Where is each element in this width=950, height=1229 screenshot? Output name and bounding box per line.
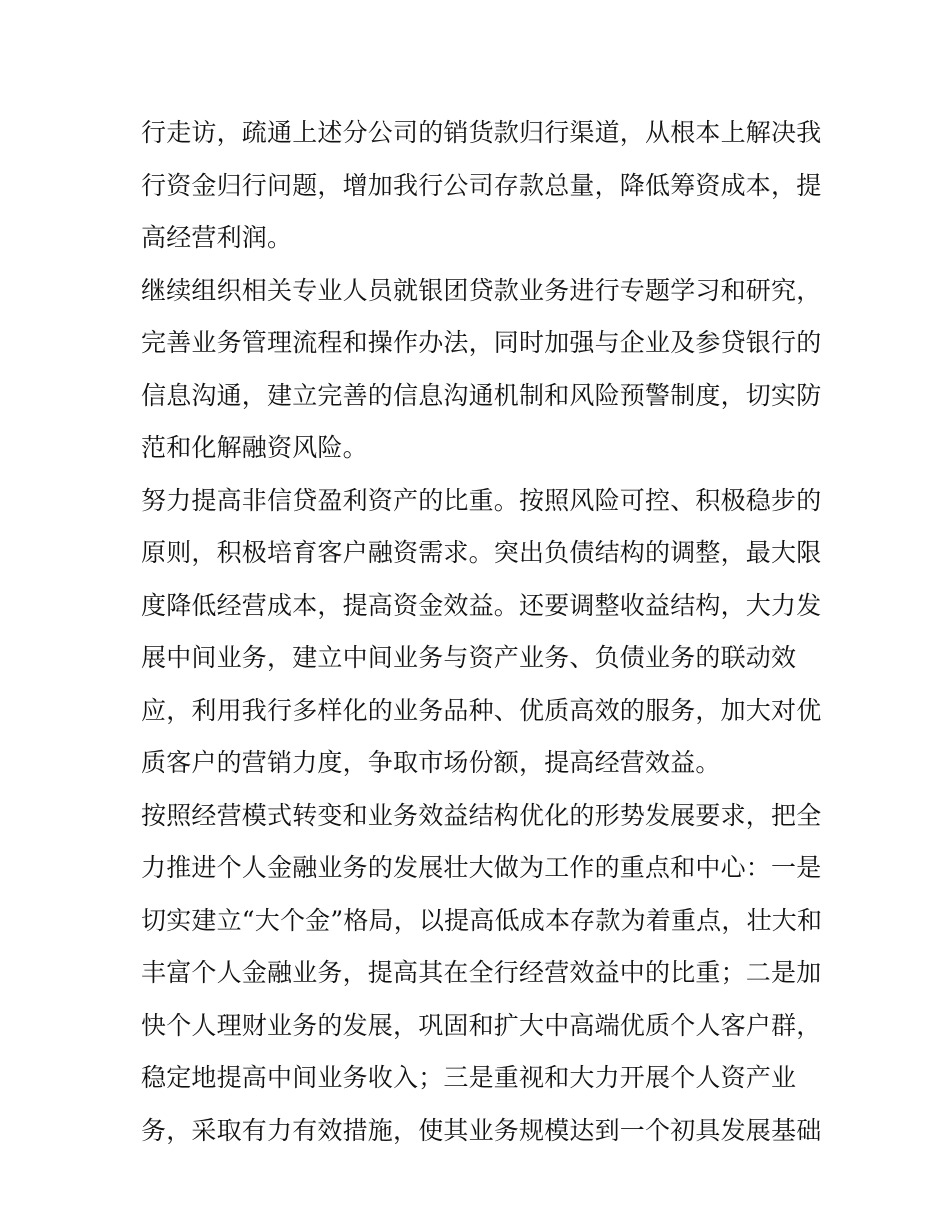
text-line: 范和化解融资风险。 <box>141 433 368 462</box>
text-line: 原则，积极培育客户融资需求。突出负债结构的调整，最大限 <box>141 538 822 567</box>
paragraph-2 <box>141 265 822 475</box>
document-body <box>141 107 823 1157</box>
text-line: 努力提高非信贷盈利资产的比重。按照风险可控、积极稳步的 <box>141 485 822 515</box>
text-line: 稳定地提高中间业务收入；三是重视和大力开展个人资产业 <box>141 1063 797 1092</box>
text-line: 务，采取有力有效措施，使其业务规模达到一个初具发展基础 <box>141 1115 822 1145</box>
text-line: 快个人理财业务的发展，巩固和扩大中高端优质个人客户群， <box>141 1010 822 1040</box>
text-line: 行资金归行问题，增加我行公司存款总量，降低筹资成本，提 <box>141 170 822 200</box>
paragraph-1 <box>141 107 822 265</box>
paragraph-4 <box>141 790 823 1158</box>
text-line: 力推进个人金融业务的发展壮大做为工作的重点和中心：一是 <box>141 853 822 882</box>
text-line: 继续组织相关专业人员就银团贷款业务进行专题学习和研究， <box>141 275 822 305</box>
text-line: 按照经营模式转变和业务效益结构优化的形势发展要求，把全 <box>141 800 822 830</box>
paragraph-3 <box>141 475 822 790</box>
text-line: 完善业务管理流程和操作办法，同时加强与企业及参贷银行的 <box>141 328 822 357</box>
text-line: 切实建立“大个金”格局，以提高低成本存款为着重点，壮大和 <box>141 905 823 935</box>
text-line: 丰富个人金融业务，提高其在全行经营效益中的比重；二是加 <box>141 958 822 987</box>
text-line: 信息沟通，建立完善的信息沟通机制和风险预警制度，切实防 <box>141 380 822 410</box>
text-line: 质客户的营销力度，争取市场份额，提高经营效益。 <box>141 748 721 777</box>
text-line: 度降低经营成本，提高资金效益。还要调整收益结构，大力发 <box>141 590 822 620</box>
text-line: 展中间业务，建立中间业务与资产业务、负债业务的联动效 <box>141 643 797 672</box>
text-line: 高经营利润。 <box>141 223 293 252</box>
text-line: 行走访，疏通上述分公司的销货款归行渠道，从根本上解决我 <box>141 118 822 147</box>
text-line: 应，利用我行多样化的业务品种、优质高效的服务，加大对优 <box>141 695 822 725</box>
